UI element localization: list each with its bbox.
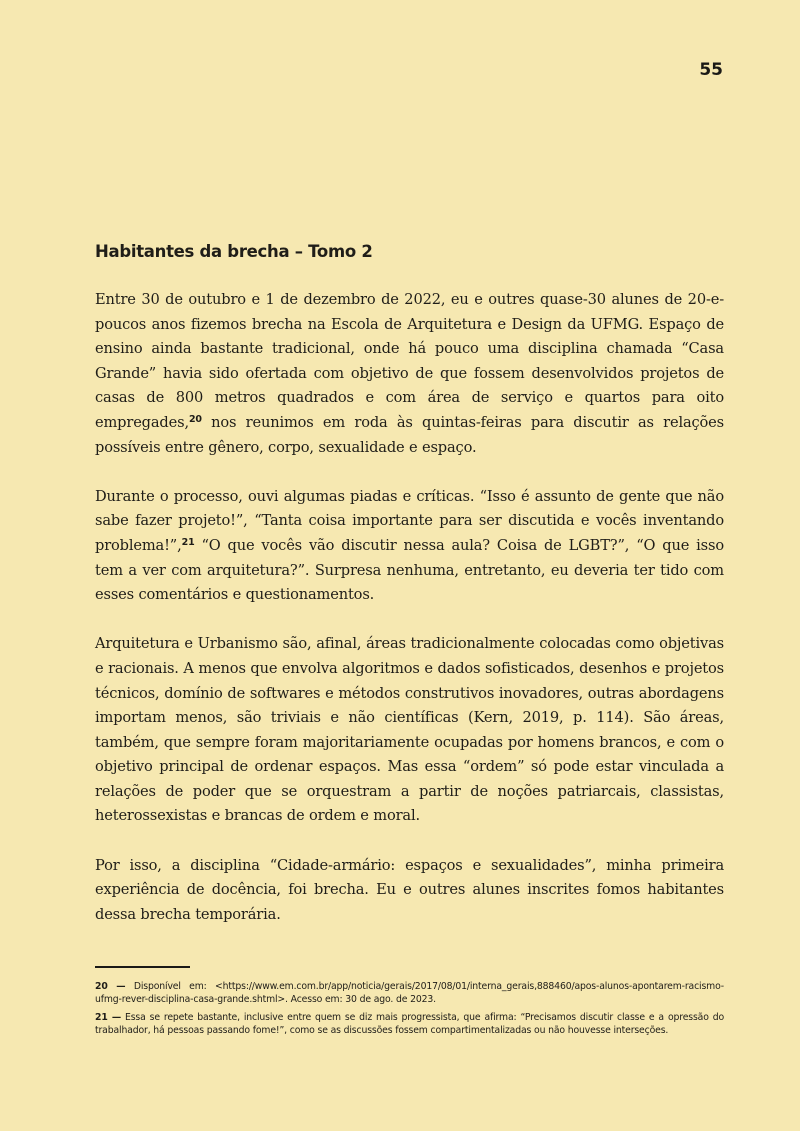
paragraph-1	[95, 288, 724, 460]
footnote-text: Essa se repete bastante, inclusive entre quem se diz mais progressista, que afirma: “Precisamos discutir classe e a opressão do trabalhador, há pessoas passando fome!”, como se as discussões fossem compartimentalizadas ou não houvesse interseções.	[95, 1012, 724, 1036]
paragraph-2-text-a: Durante o processo, ouvi algumas piadas e críticas. “Isso é assunto de gente que não sabe fazer projeto!”, “Tanta coisa importante para ser discutida e vocês inventando problema!”,	[95, 487, 724, 554]
footnote-number: 21 —	[95, 1012, 122, 1023]
paragraph-2-text-b: “O que vocês vão discutir nessa aula? Coisa de LGBT?”, “O que isso tem a ver com arquitetura?”. Surpresa nenhuma, entretanto, eu deveria ter tido com esses comentários e questionamentos.	[95, 536, 724, 604]
paragraph-1-text-a: Entre 30 de outubro e 1 de dezembro de 2022, eu e outres quase-30 alunes de 20-e-poucos anos fizemos brecha na Escola de Arquitetura e Design da UFMG. Espaço de ensino ainda bastante tradicional, onde há pouco uma disciplina chamada “Casa Grande” havia sido ofertada com objetivo de que fossem desenvolvidos projetos de casas de 800 metros quadrados e com área de serviço e quartos para oito empregades,	[95, 291, 724, 431]
paragraph-4: Por isso, a disciplina “Cidade-armário: espaços e sexualidades”, minha primeira experiência de docência, foi brecha. Eu e outres alunes inscrites fomos habitantes dessa brecha temporária.	[95, 856, 724, 923]
body-text	[95, 288, 724, 952]
paragraph-1-text-b: nos reunimos em roda às quintas-feiras para discutir as relações possíveis entre gênero, corpo, sexualidade e espaço.	[95, 413, 724, 456]
section-title: Habitantes da brecha – Tomo 2	[95, 242, 373, 261]
footnote-20	[95, 980, 724, 1006]
footnote-divider	[95, 966, 190, 968]
page-number: 55	[699, 60, 723, 80]
footnote-21	[95, 1011, 724, 1037]
footnotes	[95, 980, 724, 1042]
paragraph-3: Arquitetura e Urbanismo são, afinal, áreas tradicionalmente colocadas como objetivas e racionais. A menos que envolva algoritmos e dados sofisticados, desenhos e projetos técnicos, domínio de softwares e métodos construtivos inovadores, outras abordagens importam menos, são triviais e não científicas (Kern, 2019, p. 114). São áreas, também, que sempre foram majoritariamente ocupadas por homens brancos, e com o objetivo principal de ordenar espaços. Mas essa “ordem” só pode estar vinculada a relações de poder que se orquestram a partir de noções patriarcais, classistas, heterossexistas e brancas de ordem e moral.	[95, 635, 724, 825]
footnote-ref-20: 20	[188, 413, 202, 425]
footnote-text: Disponível em: <https://www.em.com.br/app/noticia/gerais/2017/08/01/interna_gerais,888460/apos-alunos-apontarem-racismo-ufmg-rever-disciplina-casa-grande.shtml>. Acesso em: 30 de ago. de 2023.	[95, 981, 724, 1005]
footnote-ref-21: 21	[181, 536, 195, 548]
footnote-number: 20 —	[95, 981, 126, 992]
paragraph-2	[95, 485, 724, 608]
